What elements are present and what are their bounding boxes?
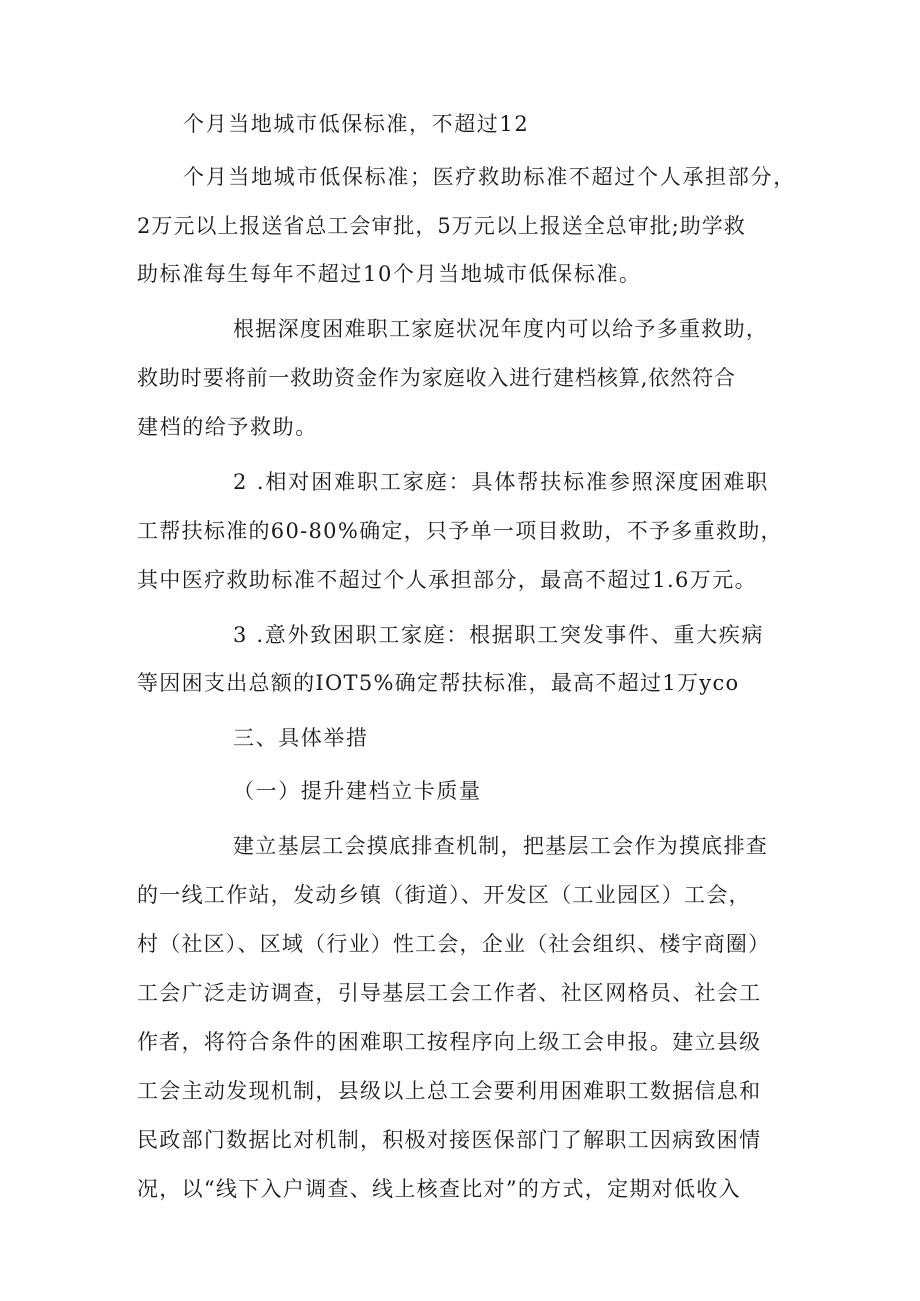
text-line: 2 .相对困难职工家庭：具体帮扶标准参照深度困难职 — [233, 470, 770, 494]
text-line: 村（社区）、区域（行业）性工会，企业（社会组织、楼宇商圈） — [137, 932, 771, 956]
text-line: 个月当地城市低保标准；医疗救助标准不超过个人承担部分， — [183, 165, 796, 189]
text-line: 民政部门数据比对机制，积极对接医保部门了解职工因病致困情 — [137, 1128, 762, 1152]
section-heading: 三、具体举措 — [233, 726, 369, 750]
text-line: 等因困支出总额的IOT5%确定帮扶标准，最高不超过1万yco — [137, 671, 740, 695]
text-line: 根据深度困难职工家庭状况年度内可以给予多重救助， — [233, 317, 769, 341]
text-line: 工帮扶标准的60-80%确定，只予单一项目救助，不予多重救助， — [137, 519, 783, 543]
text-line: 况，以“线下入户调查、线上核查比对”的方式，定期对低收入 — [137, 1177, 741, 1201]
text-line: 工会主动发现机制，县级以上总工会要利用困难职工数据信息和 — [137, 1079, 762, 1103]
text-line: 救助时要将前一救助资金作为家庭收入进行建档核算,依然符合 — [137, 366, 736, 390]
text-line: 其中医疗救助标准不超过个人承担部分，最高不超过1.6万元。 — [137, 568, 757, 592]
text-line: 建档的给予救助。 — [137, 415, 318, 439]
text-line: 的一线工作站，发动乡镇（街道）、开发区（工业园区）工会， — [137, 883, 751, 907]
subsection-heading: （一）提升建档立卡质量 — [233, 779, 482, 803]
text-line: 建立基层工会摸底排查机制，把基层工会作为摸底排查 — [233, 834, 769, 858]
text-line: 3 .意外致困职工家庭：根据职工突发事件、重大疾病 — [233, 623, 765, 647]
text-line: 工会广泛走访调查，引导基层工会工作者、社区网格员、社会工 — [137, 981, 762, 1005]
text-line: 个月当地城市低保标准，不超过12 — [183, 112, 530, 136]
text-line: 作者，将符合条件的困难职工按程序向上级工会申报。建立县级 — [137, 1030, 762, 1054]
text-line: 2万元以上报送省总工会审批，5万元以上报送全总审批;助学救 — [137, 214, 746, 238]
text-line: 助标准每生每年不超过10个月当地城市低保标准。 — [137, 262, 642, 286]
